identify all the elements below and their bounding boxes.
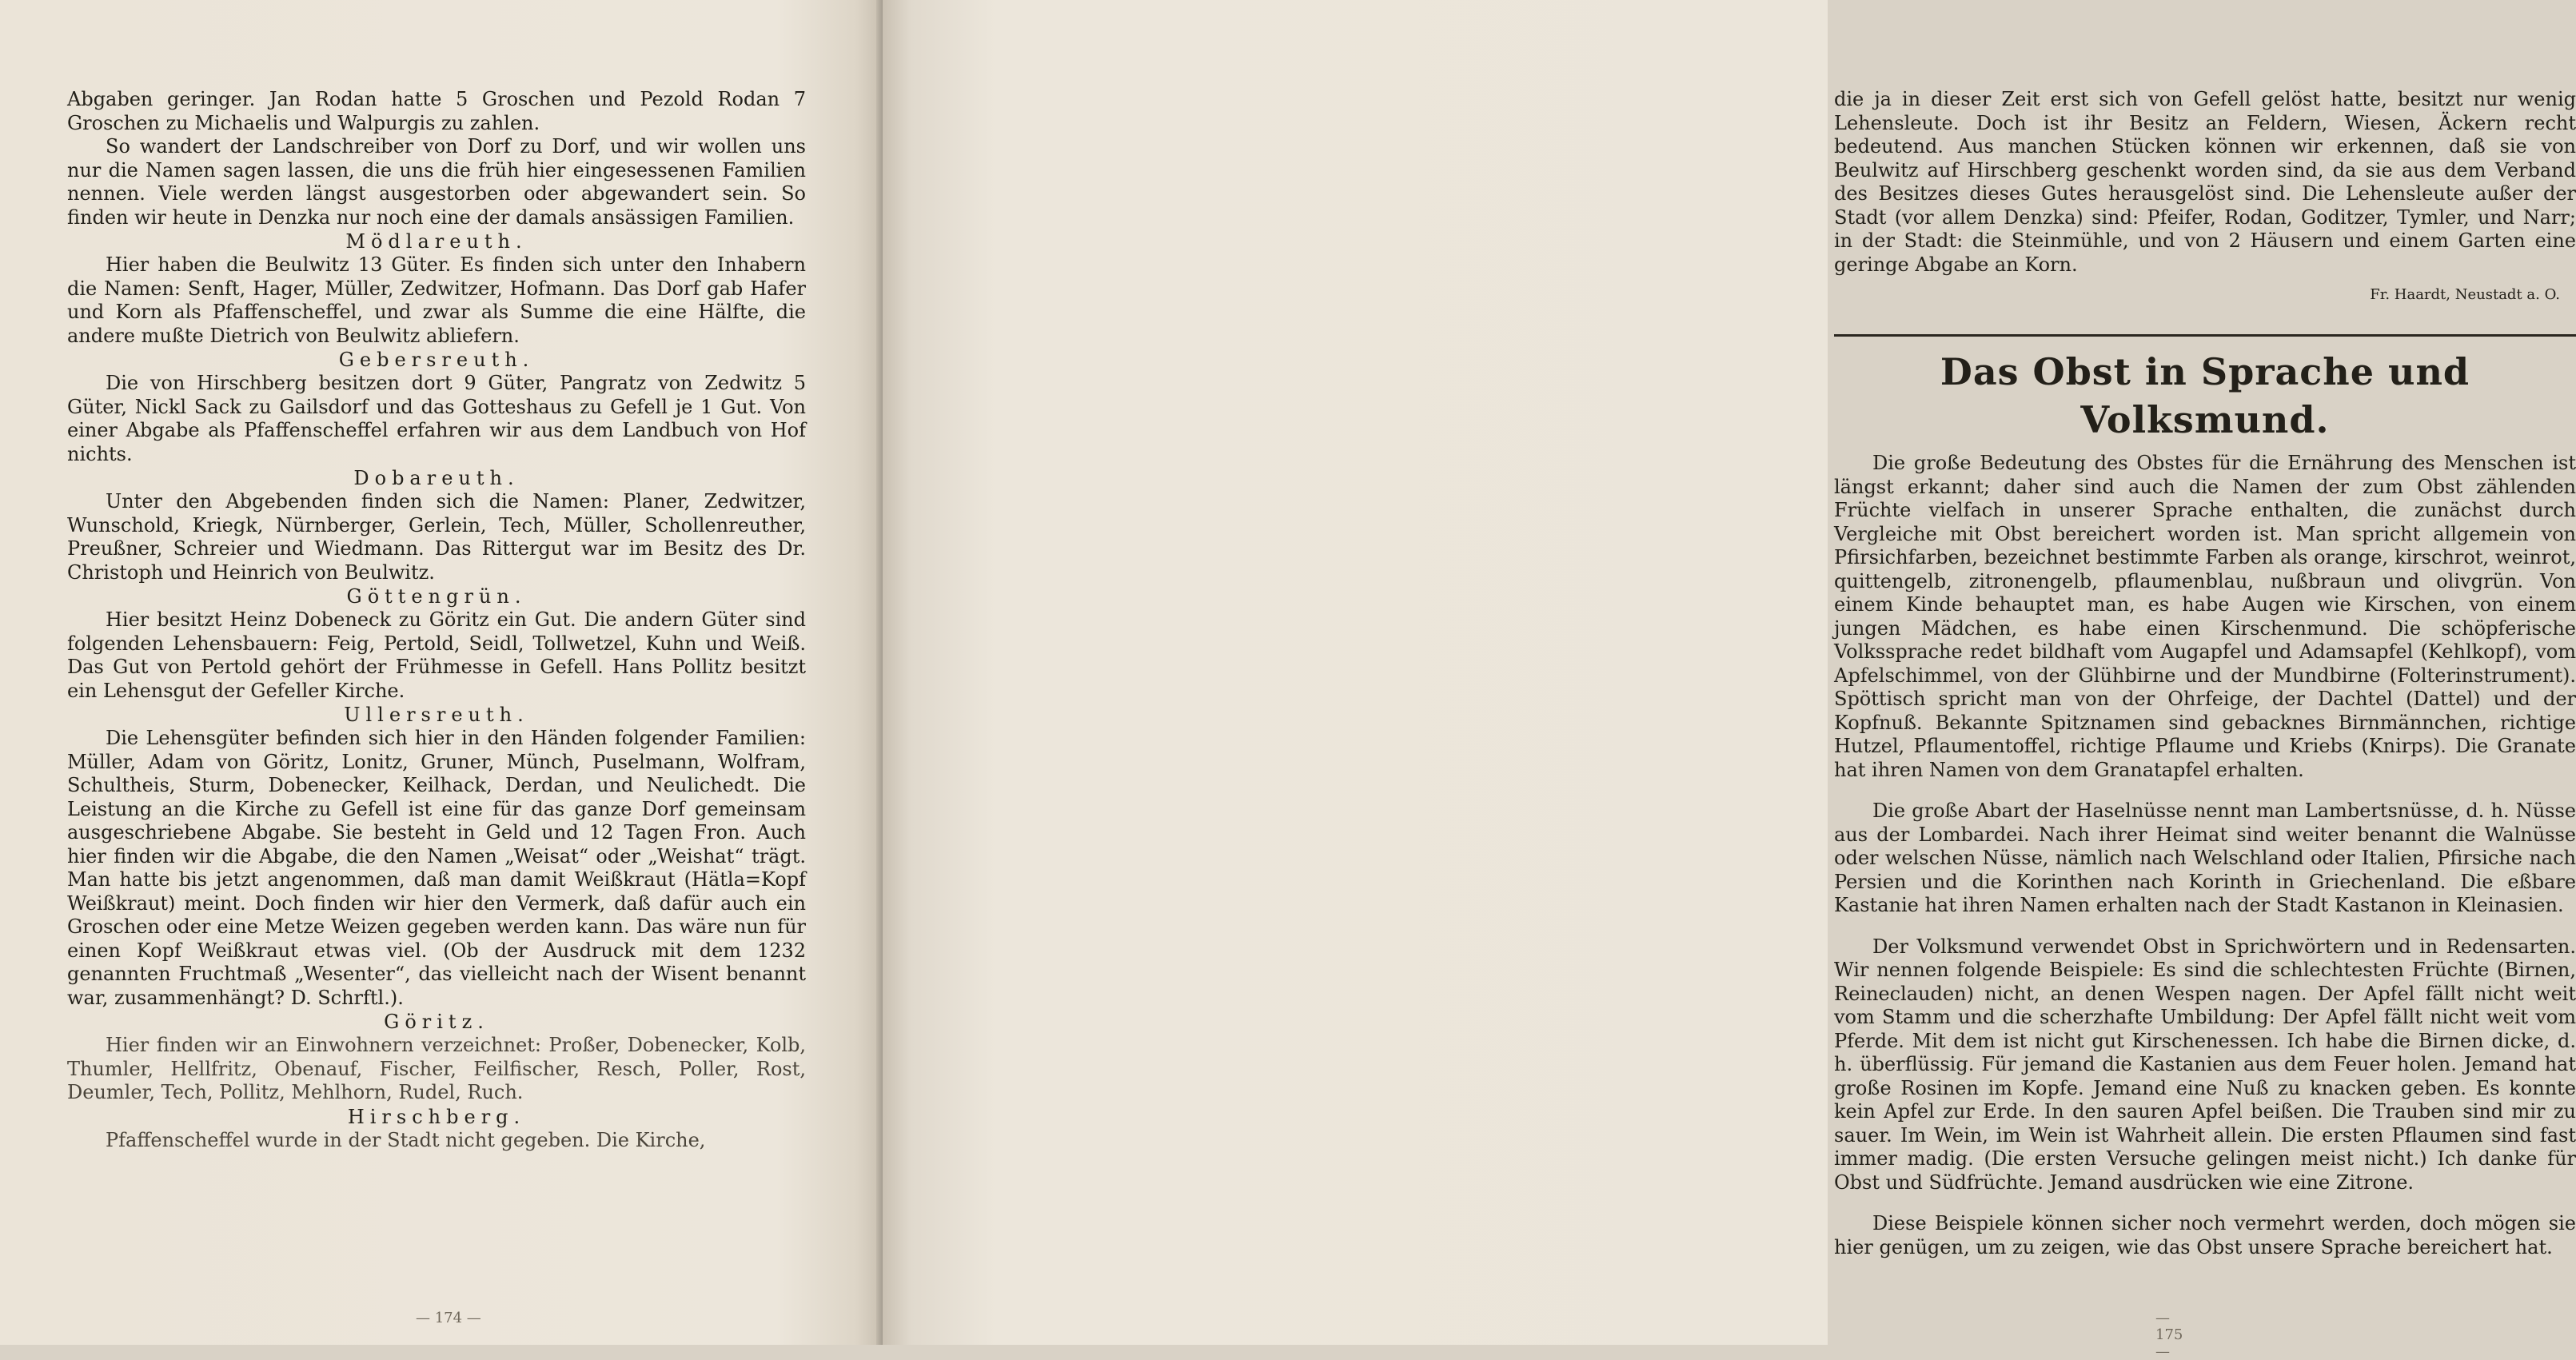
author-signature: Fr. Haardt, Neustadt a. O. [2370,286,2560,303]
left-page [0,0,883,1345]
section-heading: Gebersreuth. [338,349,535,371]
paragraph: Die große Abart der Haselnüsse nennt man Lambertsnüsse, d. h. Nüsse aus der Lombardei. Nach ihrer Heimat sind weiter benannt die Walnüsse oder welschen Nüsse, nämlich nach Welschland oder Italien, Pfirsiche nach Persien und die Korinthen nach Korinth in Griechenland. Die eßbare Kastanie hat ihren Namen erhalten nach der Stadt Kastanon in Kleinasien. [1834,800,2576,916]
paragraph: Hier haben die Beulwitz 13 Güter. Es finden sich unter den Inhabern die Namen: Senft, Hager, Müller, Zedwitzer, Hofmann. Das Dorf gab Hafer und Korn als Pfaffenscheffel, und zwar als Summe die eine Hälfte, die andere mußte Dietrich von Beulwitz abliefern. [67,253,806,347]
paragraph: Pfaffenscheffel wurde in der Stadt nicht gegeben. Die Kirche, [106,1128,706,1151]
paragraph: Die große Bedeutung des Obstes für die Ernährung des Menschen ist längst erkannt; daher sind auch die Namen der zum Obst zählenden Früchte vielfach in unserer Sprache enthalten, die zunächst durch Vergleiche mit Obst bereichert worden ist. Man spricht allgemein von Pfirsichfarben, bezeichnet bestimmte Farben als orange, kirschrot, weinrot, quittengelb, zitronengelb, pflaumenblau, nußbraun und olivgrün. Von einem Kinde behauptet man, es habe Augen wie Kirschen, von einem jungen Mädchen, es habe einen Kirschenmund. Die schöpferische Volkssprache redet bildhaft vom Augapfel und Adamsapfel (Kehlkopf), vom Apfelschimmel, von der Glühbirne und der Mundbirne (Folterinstrument). Spöttisch spricht man von der Ohrfeige, der Dachtel (Dattel) und der Kopfnuß. Bekannte Spitznamen sind gebacknes Birnmännchen, richtige Hutzel, Pflaumentoffel, richtige Pflaume und Kriebs (Knirps). Die Granate hat ihren Namen von dem Granatapfel erhalten. [1834,452,2576,781]
section-heading: Ullersreuth. [344,704,529,726]
paragraph: Abgaben geringer. Jan Rodan hatte 5 Groschen und Pezold Rodan 7 Groschen zu Michaelis und Walpurgis zu zahlen. [67,88,806,134]
paragraph: die ja in dieser Zeit erst sich von Gefell gelöst hatte, besitzt nur wenig Lehensleute. Doch ist ihr Besitz an Feldern, Wiesen, Äckern recht bedeutend. Aus manchen Stücken können wir erkennen, daß sie von Beulwitz auf Hirschberg geschenkt worden sind, da sie aus dem Verband des Besitzes dieses Gutes herausgelöst sind. Die Lehensleute außer der Stadt (vor allem Denzka) sind: Pfeifer, Rodan, Goditzer, Tymler, und Narr; in der Stadt: die Steinmühle, und von 2 Häusern und einem Garten eine geringe Abgabe an Korn. [1834,88,2576,276]
section-heading: Dobareuth. [353,467,520,489]
divider [1834,334,2576,337]
page-number: — 174 — [416,1310,481,1326]
left-page-text [67,88,806,1152]
article-title: Das Obst in Sprache und Volksmund. [1940,350,2470,441]
right-page [883,0,2576,1360]
section-heading: Göttengrün. [346,585,527,608]
section-heading: Mödlareuth. [345,230,528,253]
paragraph: Die von Hirschberg besitzen dort 9 Güter, Pangratz von Zedwitz 5 Güter, Nickl Sack zu Gailsdorf und das Gotteshaus zu Gefell je 1 Gut. Von einer Abgabe als Pfaffenscheffel erfahren wir aus dem Landbuch von Hof nichts. [67,372,806,465]
paragraph: Diese Beispiele können sicher noch vermehrt werden, doch mögen sie hier genügen, um zu zeigen, wie das Obst unsere Sprache bereichert hat. [1834,1212,2576,1258]
right-page-text [1834,88,2576,1259]
paragraph: Die Lehensgüter befinden sich hier in den Händen folgender Familien: Müller, Adam von Göritz, Lonitz, Gruner, Münch, Puselmann, Wolfram, Schultheis, Sturm, Dobenecker, Keilhack, Derdan, und Neulichedt. Die Leistung an die Kirche zu Gefell ist eine für das ganze Dorf gemeinsam ausgeschriebene Abgabe. Sie besteht in Geld und 12 Tagen Fron. Auch hier finden wir die Abgabe, die den Namen „Weisat“ oder „Weishat“ trägt. Man hatte bis jetzt angenommen, daß man damit Weißkraut (Hätla=Kopf Weißkraut) meint. Doch finden wir hier den Vermerk, daß dafür auch ein Groschen oder eine Metze Weizen gegeben werden kann. Das wäre nun für einen Kopf Weißkraut etwas viel. (Ob der Ausdruck mit dem 1232 genannten Fruchtmaß „Wesenter“, das vielleicht nach der Wisent benannt war, zusammenhängt? D. Schrftl.). [67,727,806,1009]
paragraph: So wandert der Landschreiber von Dorf zu Dorf, und wir wollen uns nur die Namen sagen lassen, die uns die früh hier eingesessenen Familien nennen. Viele werden längst ausgestorben oder abgewandert sein. So finden wir heute in Denzka nur noch eine der damals ansässigen Familien. [67,135,806,229]
section-heading: Göritz. [384,1011,489,1033]
paragraph: Hier finden wir an Einwohnern verzeichnet: Proßer, Dobenecker, Kolb, Thumler, Hellfritz, Obenauf, Fischer, Feilfischer, Resch, Poller, Rost, Deumler, Tech, Pollitz, Mehlhorn, Rudel, Ruch. [67,1034,806,1103]
paragraph: Unter den Abgebenden finden sich die Namen: Planer, Zedwitzer, Wunschold, Kriegk, Nürnberger, Gerlein, Tech, Müller, Schollenreuther, Preußner, Schreier und Wiedmann. Das Rittergut war im Besitz des Dr. Christoph und Heinrich von Beulwitz. [67,490,806,584]
paragraph: Hier besitzt Heinz Dobeneck zu Göritz ein Gut. Die andern Güter sind folgenden Lehensbauern: Feig, Pertold, Seidl, Tollwetzel, Kuhn und Weiß. Das Gut von Pertold gehört der Frühmesse in Gefell. Hans Pollitz besitzt ein Lehensgut der Gefeller Kirche. [67,608,806,702]
section-heading: Hirschberg. [347,1105,526,1128]
paragraph: Der Volksmund verwendet Obst in Sprichwörtern und in Redensarten. Wir nennen folgende Beispiele: Es sind die schlechtesten Früchte (Birnen, Reineclauden) nicht, an denen Wespen nagen. Der Apfel fällt nicht weit vom Stamm und die scherzhafte Umbildung: Der Apfel fällt nicht weit vom Pferde. Mit dem ist nicht gut Kirschenessen. Ich habe die Birnen dicke, d. h. überflüssig. Für jemand die Kastanien aus dem Feuer holen. Jemand hat große Rosinen im Kopfe. Jemand eine Nuß zu knacken geben. Es konnte kein Apfel zur Erde. In den sauren Apfel beißen. Die Trauben sind mir zu sauer. Im Wein, im Wein ist Wahrheit allein. Die ersten Pflaumen sind fast immer madig. (Die ersten Versuche gelingen meist nicht.) Ich danke für Obst und Südfrüchte. Jemand ausdrücken wie eine Zitrone. [1834,935,2576,1194]
page-number: — 175 — [2155,1310,2183,1360]
